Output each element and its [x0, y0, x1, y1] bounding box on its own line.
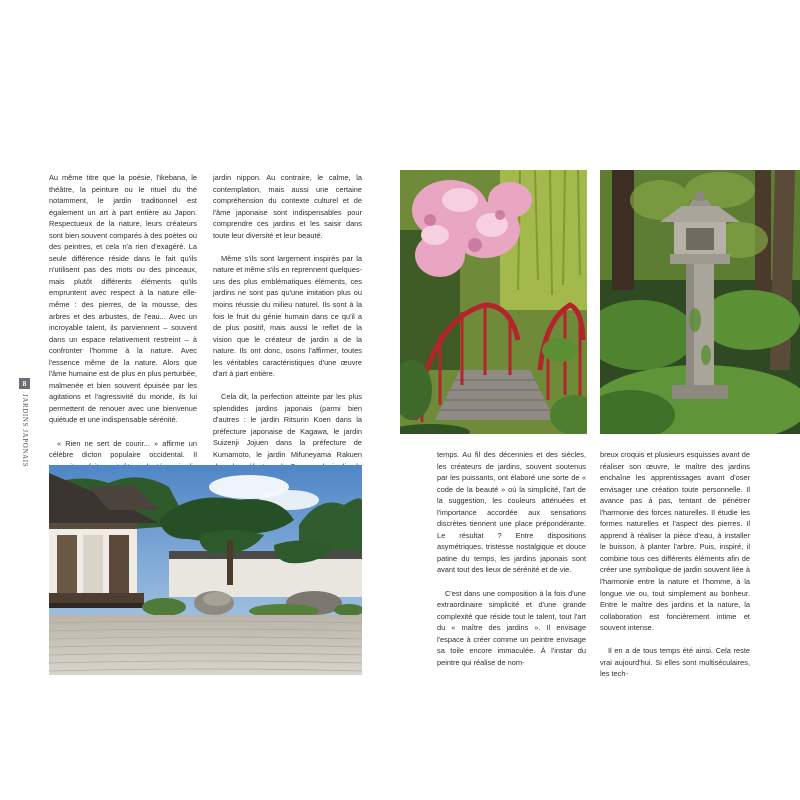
paragraph: temps. Au fil des décennies et des siècles, les créateurs de jardins, souvent soutenus par les puissants, ont élaboré une sorte de « code de la beauté » où la simplicité, l'art de la suggestion, les couleurs atténuées et l'importance accordée aux sensations discrètes tiennent une place prépondérante. Le résultat ? Entre dispositions asymétriques, tristesse nostalgique et douce patine du temps, les jardins japonais sont avant tout des lieux de sérénité et de vie. [437, 450, 586, 575]
page-number: 8 [19, 378, 30, 389]
red-bridge-cherry-blossom-photo [400, 170, 587, 434]
paragraph: C'est dans une composition à la fois d'une extraordinaire simplicité et d'une grande complexité que réside tout le talent, tout l'art du « maître des jardins ». Il envisage l'espace à créer comme un peintre envisage sa toile encore immaculée. À l'instar du peintre qui réalise de nom- [437, 588, 586, 667]
stone-lantern-moss-photo [600, 170, 800, 434]
temple-dry-garden-photo [49, 465, 362, 675]
running-head-label: JARDINS JAPONAIS [20, 394, 29, 468]
text-column-4 [600, 449, 750, 680]
paragraph: breux croquis et plusieurs esquisses avant de réaliser son œuvre, le maître des jardins enchaîne les apprentissages avant d'oser envisager une création toute personnelle. Il avance pas à pas, tentant de pénétrer l'harmonie des forces naturelles. Il étudie les formes naturelles et l'aspect des pierres. Il apprend à réaliser la pièce d'eau, à installer le buisson, à planter l'arbre. Puis, inspiré, il combine tous ces différents éléments afin de créer une symbolique de jardin souvent liée à l'harmonie entre la nature et l'homme, à la longue vie ou, tout simplement au bonheur. Entre le maître des jardins et la nature, la collaboration est foncièrement intime et souvent intense. [600, 450, 750, 633]
text-column-3 [437, 449, 586, 668]
paragraph: jardin nippon. Au contraire, le calme, la contemplation, mais aussi une certaine compréhension du contexte culturel et de l'âme japonaise sont indispensables pour comprendre ces jardins et les saisir dans toute leur diversité et leur beauté. [213, 173, 362, 240]
paragraph: Même s'ils sont largement inspirés par la nature et même s'ils en reprennent quelques-uns des plus emblématiques éléments, ces jardins ne sont pas qu'une imitation plus ou moins réussie du milieu naturel. Ils sont à la fois le fruit du génie humain dans ce qu'il a de plus positif, mais aussi le reflet de la vision que le créateur de jardin a de la nature. Ils ont donc, osons l'affirmer, toutes les véritables caractéristiques d'une œuvre d'art à part entière. [213, 253, 362, 379]
paragraph: Il en a de tous temps été ainsi. Cela reste vrai aujourd'hui. Si elles sont multiséculaires, les tech- [600, 646, 750, 679]
running-head [19, 394, 30, 468]
paragraph: « Rien ne sert de courir... » affirme un célèbre dicton populaire occidental. Il [49, 438, 197, 460]
paragraph: Cela dit, la perfection atteinte par les plus splendides jardins japonais (parmi bien d'autres : le jardin Ritsurin Koen dans la préfecture japonaise de Kagawa, le jardin Suizenji Jojuen dans la préfecture de Kumamoto, le jardin Mifuneyama Rakuen [213, 392, 362, 460]
paragraph: Au même titre que la poésie, l'ikebana, le théâtre, la peinture ou le rituel du thé notamment, le jardin traditionnel est également un art à part entière au Japon. Respectueux de la nature, leurs créateurs sont bien souvent comparés à des poètes ou des peintres, et cela n'a rien d'exagéré. La seule différence réside dans le fait qu'ils n'utilisent pas des mots ou des pinceaux, mais plutôt différents éléments qu'ils empruntent avec respect à la nature elle-même : des pierres, de la mousse, des arbres et des arbustes, de l'eau... Avec un incroyable talent, ils parviennent – souvent dans un espace relativement restreint – à confronter l'homme à la nature. Avec l'essence même de la nature. Alors que l'âme humaine est de plus en plus perturbée, malmenée et bien souvent épuisée par les agitations et l'agressivité du monde, ils lui permettent de renouer avec une bienvenue quiétude et une indispensable sérénité. [49, 173, 197, 425]
